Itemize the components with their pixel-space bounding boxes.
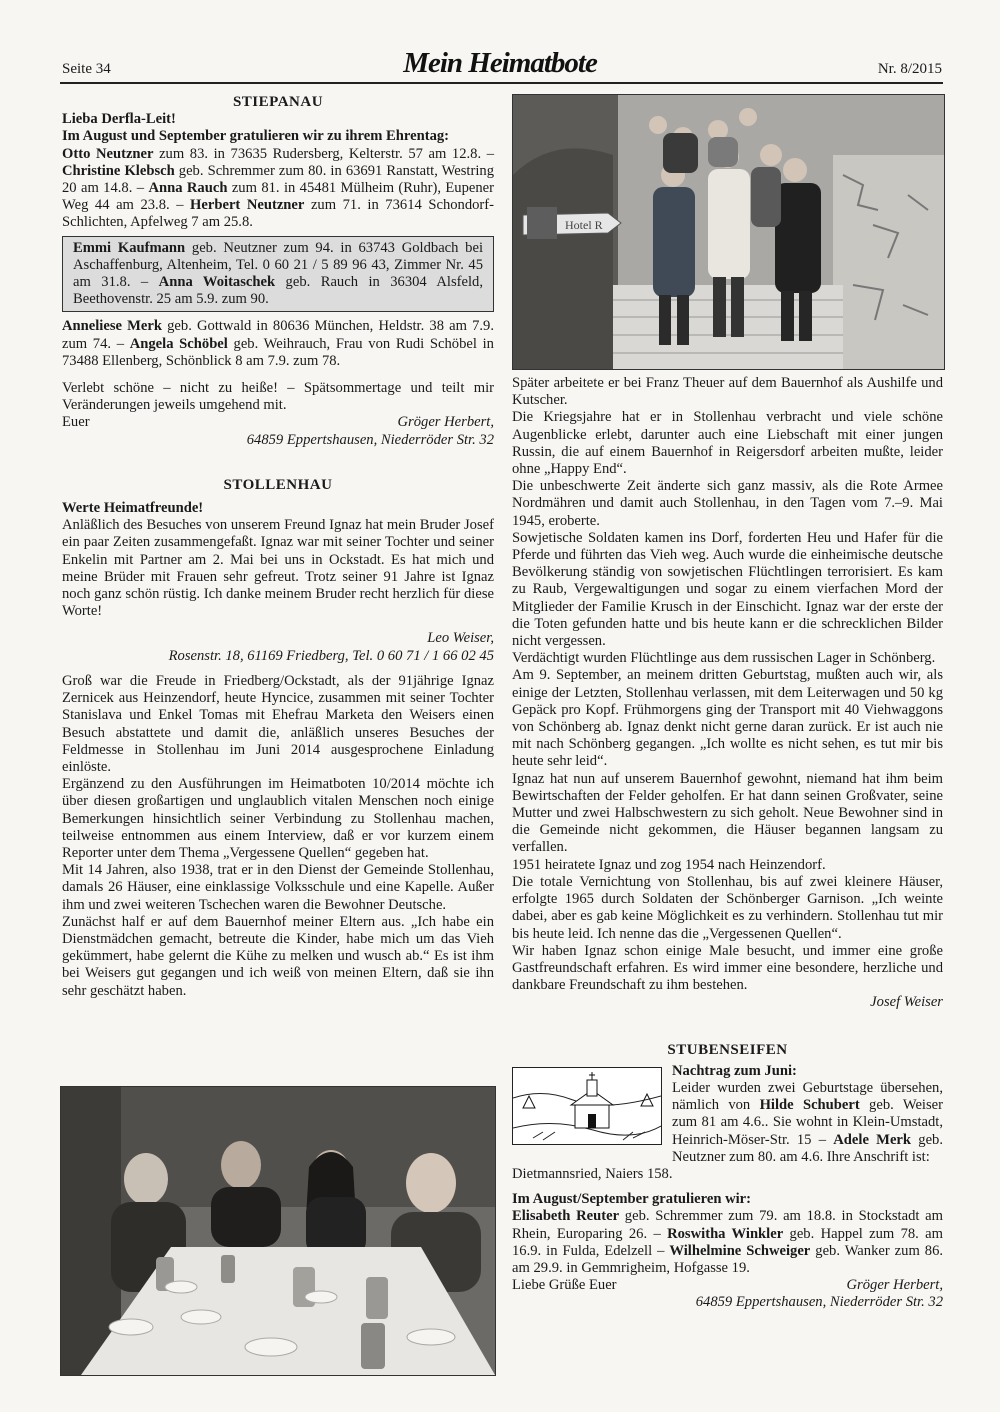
subheading: Im August/September gratulieren wir: <box>512 1191 752 1208</box>
person-name: Otto Neutzner <box>62 145 154 162</box>
hotel-sign-text: Hotel R <box>565 218 603 232</box>
stubenseifen-intro <box>512 1063 943 1166</box>
person-name: Roswitha Winkler <box>667 1225 784 1242</box>
person-details: geb. Schremmer zum 79. am 18.8. in Stockstadt am Rhein, Europaring 26. – <box>512 1208 943 1242</box>
person-details: zum 81. in 45481 Mülheim (Ruhr), Eupener Weg 44 am 23.8. – <box>62 180 494 214</box>
closing-text: Liebe Grüße Euer <box>512 1277 617 1294</box>
paragraph: Mit 14 Jahren, also 1938, trat er in den Dienst der Gemeinde Stollenhau, damals 26 Häuser, eine einklassige Volksschule und eine Kapelle. Außer ihm und zwei weiteren Tschechen waren die Bewohner Deutsche. <box>62 862 494 913</box>
signature-name: Josef Weiser <box>870 994 943 1011</box>
paragraph: Die unbeschwerte Zeit änderte sich ganz massiv, als die Rote Armee Nordmähren und damit auch Stollenhau, in den Tagen vom 7.–9. Mai 1945, eroberte. <box>512 478 943 529</box>
issue-number: Nr. 8/2015 <box>877 61 942 77</box>
paragraph: Die Kriegsjahre hat er in Stollenhau verbracht und viele schöne Augenblicke erlebt, darunter auch eine Liebschaft mit einer jungen Russin, die auf einem Bauernhof in Reigersdorf arbeiten mußte, leider ohne „Happy End“. <box>512 409 943 478</box>
person-name: Elisabeth Reuter <box>512 1208 620 1225</box>
signature-name: Gröger Herbert, <box>846 1277 943 1294</box>
person-name: Hilde Schubert <box>759 1097 860 1114</box>
photo-image <box>61 1087 495 1375</box>
signature-name: Gröger Herbert, <box>397 414 494 431</box>
signature-euer: Euer <box>62 414 90 431</box>
birthday-list <box>62 146 494 232</box>
paragraph: 1951 heiratete Ignaz und zog 1954 nach Heinzendorf. <box>512 856 826 873</box>
section-title-stubenseifen: STUBENSEIFEN <box>667 1041 788 1058</box>
paragraph: Sowjetische Soldaten kamen ins Dorf, forderten Heu und Hafer für die Pferde und führten das Vieh weg. Auch wurde die einheimische deutsche Bevölkerung ständig von sowjetischen Flüchtlingen terrorisiert. Es kam zu Raub, Vergewaltigungen und sogar zu einem vierfachen Mord der Mitglieder der Familie Krusch in der Einschicht. Ignaz war der erste der die Toten gefunden hatte und bis heute kann er die schrecklichen Bilder nicht vergessen. <box>512 529 943 650</box>
photo-group-on-stairs <box>512 94 945 370</box>
highlight-box <box>62 236 494 313</box>
person-details: geb. Weiser zum 81 am 4.6.. Sie wohnt in Klein-Umstadt, Heinrich-Möser-Str. 15 – <box>672 1097 943 1148</box>
subheading: Nachtrag zum Juni: <box>672 1062 797 1079</box>
paragraph: Am 9. September, an meinem dritten Geburtstag, mußten auch wir, als einige der Letzten, Stollenhau verlassen, mit dem Leiterwagen und 50 kg Gepäck pro Kopf. Frühmorgens ging der Transport mit 40 Viehwaggons von Schönberg ab. Ignaz denkt nicht gerne daran zurück. Er ist auch nie mit nach Schönberg gegangen. „Ich wollte es nicht sehen, es tut mir bis heute sehr leid“. <box>512 667 943 770</box>
paragraph: Später arbeitete er bei Franz Theuer auf dem Bauernhof als Aushilfe und Kutscher. <box>512 375 943 409</box>
paragraph: Groß war die Freude in Friedberg/Ockstadt, als der 91jährige Ignaz Zernicek aus Heinzendorf, heute Hyncice, zusammen mit seiner Tochter Stanislava und Enkel Tomas mit Ehefrau Marketa den Weisers einen Besuch abstattete und damit die, anläßlich unseres Besuches der Feldmesse in Stollenhau im Juni 2014 ausgesprochene Einladung einlöste. <box>62 672 494 775</box>
person-name: Anna Woitaschek <box>158 274 276 291</box>
right-column <box>512 375 943 1312</box>
village-chapel-illustration <box>512 1067 662 1145</box>
paragraph: Die totale Vernichtung von Stollenhau, bis auf zwei kleinere Häuser, erfolgte 1965 durch Soldaten der Schönberger Garnison. „Ich weinte dabei, aber es gab keine Möglichkeit es zu verhindern. Stollenhau tut mir bis heute leid. Ich nenne das die „Vergessenen Quellen“. <box>512 873 943 942</box>
address-line: Dietmannsried, Naiers 158. <box>512 1165 673 1182</box>
section-title-stiepanau: STIEPANAU <box>232 94 324 110</box>
stubenseifen-nachtrag <box>672 1063 943 1166</box>
signature-name: Leo Weiser, <box>427 630 494 647</box>
paragraph: Ergänzend zu den Ausführungen im Heimatboten 10/2014 möchte ich über diesen großartigen und unglaublich vitalen Menschen noch einige Bemerkungen hinsichtlich seiner Verbindung zu Stollenhau machen, teilweise entnommen aus einem Interview, daß er vor kurzem einem Reporter unter dem Thema „Vergessene Quellen“ gegeben hat. <box>62 776 494 861</box>
person-name: Adele Merk <box>833 1131 912 1148</box>
signature-row <box>62 414 494 431</box>
person-name: Wilhelmine Schweiger <box>669 1242 811 1259</box>
signature-address: 64859 Eppertshausen, Niederröder Str. 32 <box>246 431 494 448</box>
person-details: geb. Gottwald in 80636 München, Heldstr. 38 am 7.9. zum 74. – <box>62 318 494 352</box>
left-column <box>62 94 494 1000</box>
masthead-title: Mein Heimatbote <box>403 47 597 79</box>
person-name: Herbert Neutzner <box>190 197 305 214</box>
paragraph: Zunächst half er auf dem Bauernhof meiner Eltern aus. „Ich habe ein Dienstmädchen gemacht, betreute die Kinder, habe mich um das Vieh gekümmert, habe gelernt die Kühe zu melken und wusch ab.“ Es ist ihm bei Weisers gut gegangen und ich weiß von meinen Eltern, daß sie ihn sehr geschätzt haben. <box>62 913 494 999</box>
closing-text: Verlebt schöne – nicht zu heiße! – Spätsommertage und teilt mir Veränderungen jeweils umgehend mit. <box>62 380 494 414</box>
person-details: geb. Neutzner zum 80. am 4.6. Ihre Anschrift ist: <box>672 1131 943 1165</box>
person-name: Christine Klebsch <box>62 162 175 179</box>
person-details: geb. Schremmer zum 80. in 63691 Ranstatt, Westring 20 am 14.8. – <box>62 162 494 197</box>
paragraph: Anläßlich des Besuches von unserem Freund Ignaz hat mein Bruder Josef ein paar Zeiten zusammengefaßt. Ignaz war mit seiner Tochter und seiner Enkelin mit Partner am 2. Mai bei uns in Ockstadt. Es hat mich und meine Brüder mit Frauen sehr gefreut. Trotz seiner 91 Jahre ist Ignaz noch ganz schön rüstig. Ich danke meinem Bruder recht herzlich für diese Worte! <box>62 517 494 620</box>
person-details: geb. Wanker zum 86. am 29.9. in Gemmrigheim, Hofgasse 19. <box>512 1242 944 1276</box>
paragraph: Leider wurden zwei Geburtstage übersehen, nämlich von <box>672 1079 943 1114</box>
person-details: geb. Happel zum 78. am 16.9. in Fulda, Edelzell – <box>512 1225 943 1259</box>
header-rule <box>60 82 943 84</box>
paragraph: Ignaz hat nun auf unserem Bauernhof gewohnt, niemand hat ihm beim Bewirtschaften der Felder geholfen. Er hat dann seinen Großvater, seine Mutter und zwei Halbschwestern zu sich geholt. Neue Bewohner sind in die Gemeinde nicht gekommen, die Häuser begannen langsam zu verfallen. <box>512 770 943 856</box>
photo-image <box>513 95 944 369</box>
signature-row <box>512 1277 943 1294</box>
intro: Im August und September gratulieren wir zu ihrem Ehrentag: <box>62 128 450 145</box>
person-details: zum 83. in 73635 Rudersberg, Kelterstr. 57 am 12.8. – <box>153 145 495 162</box>
person-details: geb. Neutzner zum 94. in 63743 Goldbach bei Aschaffenburg, Altenheim, Tel. 0 60 21 / 5 89 96 43, Zimmer Nr. 45 am 31.8. – <box>73 239 484 291</box>
section-title-stollenhau: STOLLENHAU <box>223 476 333 493</box>
greeting: Lieba Derfla-Leit! <box>62 111 176 128</box>
person-details: zum 71. in 73614 Schondorf-Schlichten, Apfelweg 7 am 25.8. <box>62 197 495 231</box>
signature-address: 64859 Eppertshausen, Niederröder Str. 32 <box>695 1294 943 1311</box>
person-name: Anneliese Merk <box>62 318 162 335</box>
person-details: geb. Weihrauch, Frau von Rudi Schöbel in 73488 Ellenberg, Schönblick 8 am 7.9. zum 78. <box>62 335 494 369</box>
paragraph: Verdächtigt wurden Flüchtlinge aus dem russischen Lager in Schönberg. <box>512 650 936 667</box>
person-name: Emmi Kaufmann <box>73 239 186 256</box>
page-number: Seite 34 <box>62 61 111 77</box>
signature-address: Rosenstr. 18, 61169 Friedberg, Tel. 0 60 71 / 1 66 02 45 <box>168 647 494 664</box>
paragraph: Wir haben Ignaz schon einige Male besucht, und immer eine große Gastfreundschaft erfahren. Es wird immer eine besondere, herzliche und dankbare Freundschaft zu ihm bestehen. <box>512 942 943 994</box>
person-name: Angela Schöbel <box>129 335 228 352</box>
birthday-list-2 <box>62 318 494 370</box>
person-details: geb. Rauch in 36304 Alsfeld, Beethovenstr. 25 am 5.9. zum 90. <box>73 274 483 308</box>
person-name: Anna Rauch <box>148 180 228 197</box>
birthday-list <box>512 1208 943 1277</box>
greeting: Werte Heimatfreunde! <box>62 500 204 517</box>
photo-table-gathering <box>60 1086 496 1376</box>
